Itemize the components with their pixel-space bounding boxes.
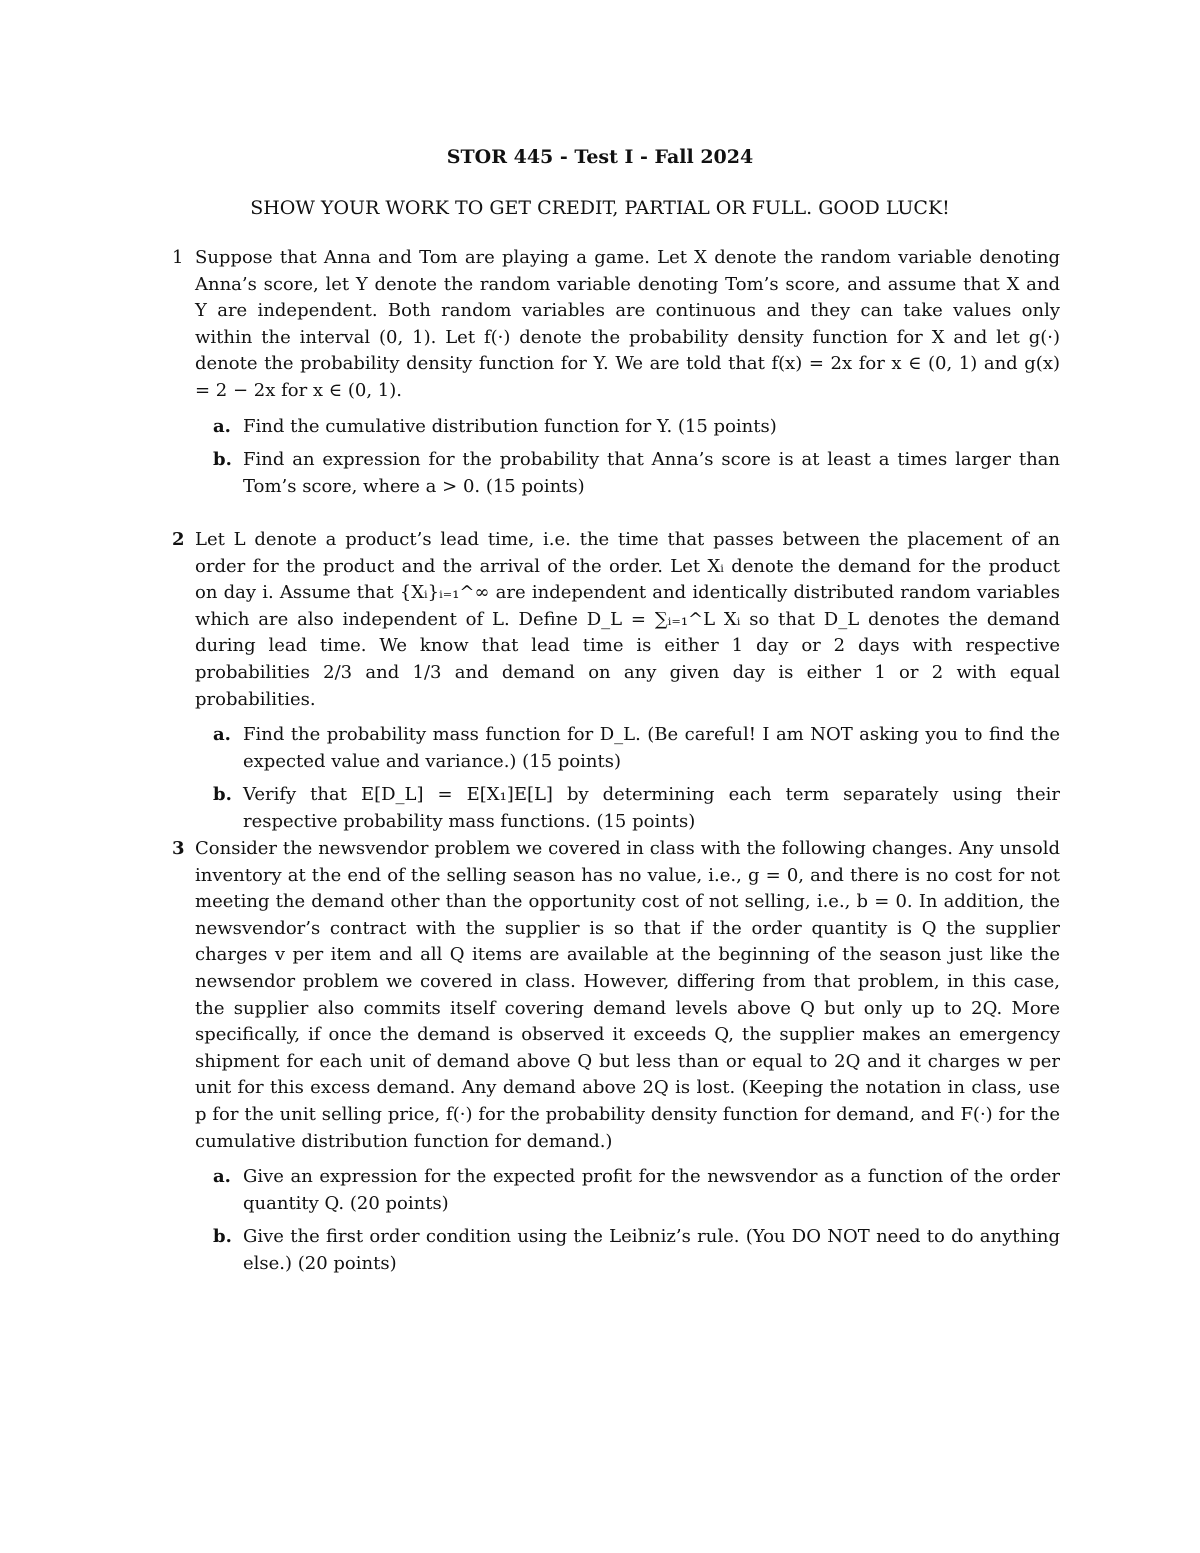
part-label: b. [213,784,232,806]
problem-parts [213,414,1060,501]
part-label: a. [213,1166,231,1188]
part-label: b. [213,449,232,471]
part-label: a. [213,724,231,746]
problem-number: 3 [172,838,185,859]
problem-parts [213,1164,1060,1277]
problem-part [213,722,1060,775]
problem-number: 2 [172,529,185,550]
problem-parts [213,722,1060,835]
problem-part [213,447,1060,500]
problem-1 [172,245,1060,507]
problem-part [213,1224,1060,1277]
part-text: Give an expression for the expected profit for the newsvendor as a function of the order quantity Q. (20 points) [243,1166,1060,1214]
problem-3 [172,836,1060,1285]
part-text: Verify that E[D_L] = E[X₁]E[L] by determining each term separately using their respective probability mass functions. (15 points) [243,784,1060,832]
part-text: Find the cumulative distribution function for Y. (15 points) [243,415,777,437]
problem-number: 1 [172,247,184,268]
part-text: Give the first order condition using the Leibniz’s rule. (You DO NOT need to do anything else.) (20 points) [243,1226,1060,1274]
problem-part [213,414,1060,441]
problem-text: Consider the newsvendor problem we covered in class with the following changes. Any unsold inventory at the end of the selling season has no value, i.e., g = 0, and there is no cost for not meeting the demand other than the opportunity cost of not selling, i.e., b = 0. In addition, the newsvendor’s contract with the supplier is so that if the order quantity is Q the supplier charges v per item and all Q items are available at the beginning of the season just like the newsendor problem we covered in class. However, differing from that problem, in this case, the supplier also commits itself covering demand levels above Q but only up to 2Q. More specifically, if once the demand is observed it exceeds Q, the supplier makes an emergency shipment for each unit of demand above Q but less than or equal to 2Q and it charges w per unit for this excess demand. Any demand above 2Q is lost. (Keeping the notation in class, use p for the unit selling price, f(·) for the probability density function for demand, and F(·) for the cumulative distribution function for demand.) [195,838,1060,1152]
exam-title: STOR 445 - Test I - Fall 2024 [446,146,754,168]
problem-text: Let L denote a product’s lead time, i.e. the time that passes between the placement of an order for the product and the arrival of the order. Let Xᵢ denote the demand for the product on day i. Assume that {Xᵢ}ᵢ₌₁^∞ are independent and identically distributed random variables which are also independent of L. Define D_L = ∑ᵢ₌₁^L Xᵢ so that D_L denotes the demand during lead time. We know that lead time is either 1 day or 2 days with respective probabilities 2/3 and 1/3 and demand on any given day is either 1 or 2 with equal probabilities. [195,529,1060,710]
part-label: a. [213,415,231,437]
part-text: Find the probability mass function for D_L. (Be careful! I am NOT asking you to find the expected value and variance.) (15 points) [243,724,1060,772]
problem-part [213,782,1060,835]
problem-2 [172,527,1060,843]
problem-part [213,1164,1060,1217]
part-text: Find an expression for the probability that Anna’s score is at least a times larger than Tom’s score, where a > 0. (15 points) [243,449,1060,497]
problem-text: Suppose that Anna and Tom are playing a game. Let X denote the random variable denoting Anna’s score, let Y denote the random variable denoting Tom’s score, and assume that X and Y are independent. Both random variables are continuous and they can take values only within the interval (0, 1). Let f(·) denote the probability density function for X and let g(·) denote the probability density function for Y. We are told that f(x) = 2x for x ∈ (0, 1) and g(x) = 2 − 2x for x ∈ (0, 1). [195,247,1060,401]
part-label: b. [213,1226,232,1248]
exam-instructions: SHOW YOUR WORK TO GET CREDIT, PARTIAL OR FULL. GOOD LUCK! [250,197,950,219]
